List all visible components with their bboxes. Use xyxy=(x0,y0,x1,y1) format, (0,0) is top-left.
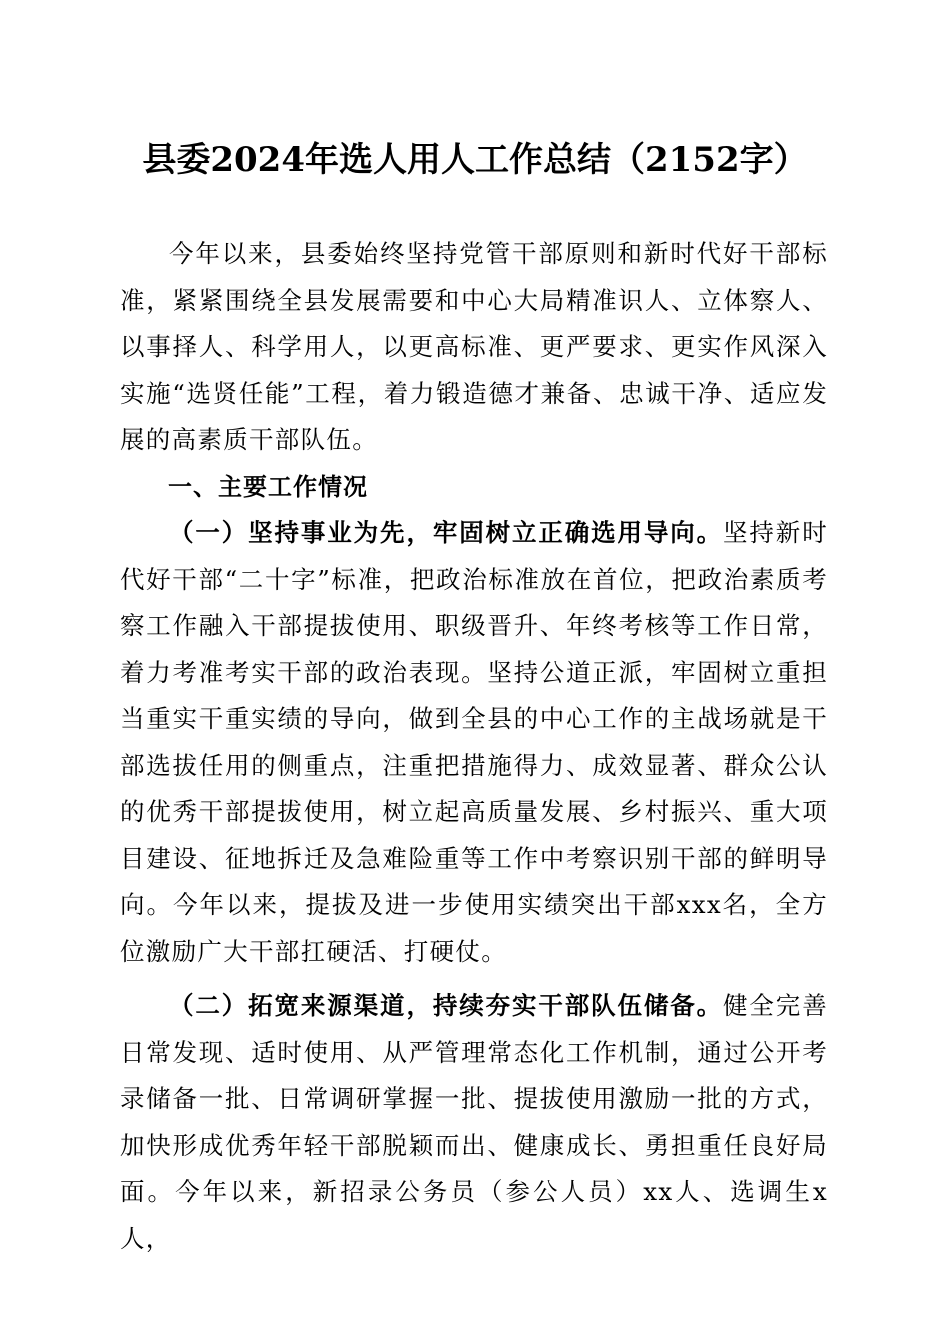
item-2-text: 健全完善日常发现、适时使用、从严管理常态化工作机制，通过公开考录储备一批、日常调研掌握一批、提拔使用激励一批的方式，加快形成优秀年轻干部脱颖而出、健康成长、勇担重任良好局面。今年以来，新招录公务员（参公人员）xx人、选调生x人， xyxy=(120,991,828,1253)
item-1-text: 坚持新时代好干部“二十字”标准，把政治标准放在首位，把政治素质考察工作融入干部提拔使用、职级晋升、年终考核等工作日常，着力考准考实干部的政治表现。坚持公道正派，牢固树立重担当重实干重实绩的导向，做到全县的中心工作的主战场就是干部选拔任用的侧重点，注重把措施得力、成效显著、群众公认的优秀干部提拔使用，树立起高质量发展、乡村振兴、重大项目建设、征地拆迁及急难险重等工作中考察识别干部的鲜明导向。今年以来，提拔及进一步使用实绩突出干部xxx名，全方位激励广大干部扛硬活、打硬仗。 xyxy=(120,518,828,966)
section-heading: 一、主要工作情况 xyxy=(168,472,368,501)
document-body xyxy=(120,231,828,1262)
paragraph-gap xyxy=(120,975,828,983)
item-2-paragraph xyxy=(120,983,828,1262)
intro-paragraph: 今年以来，县委始终坚持党管干部原则和新时代好干部标准，紧紧围绕全县发展需要和中心大局精准识人、立体察人、以事择人、科学用人，以更高标准、更严要求、更实作风深入实施“选贤任能”工程，着力锻造德才兼备、忠诚干净、适应发展的高素质干部队伍。 xyxy=(120,239,828,454)
document-title: 县委2024年选人用人工作总结（2152字） xyxy=(142,140,808,180)
item-2-lead: （二）拓宽来源渠道，持续夯实干部队伍储备。 xyxy=(169,991,724,1020)
item-1-lead: （一）坚持事业为先，牢固树立正确选用导向。 xyxy=(169,518,724,547)
item-1-paragraph xyxy=(120,510,828,975)
